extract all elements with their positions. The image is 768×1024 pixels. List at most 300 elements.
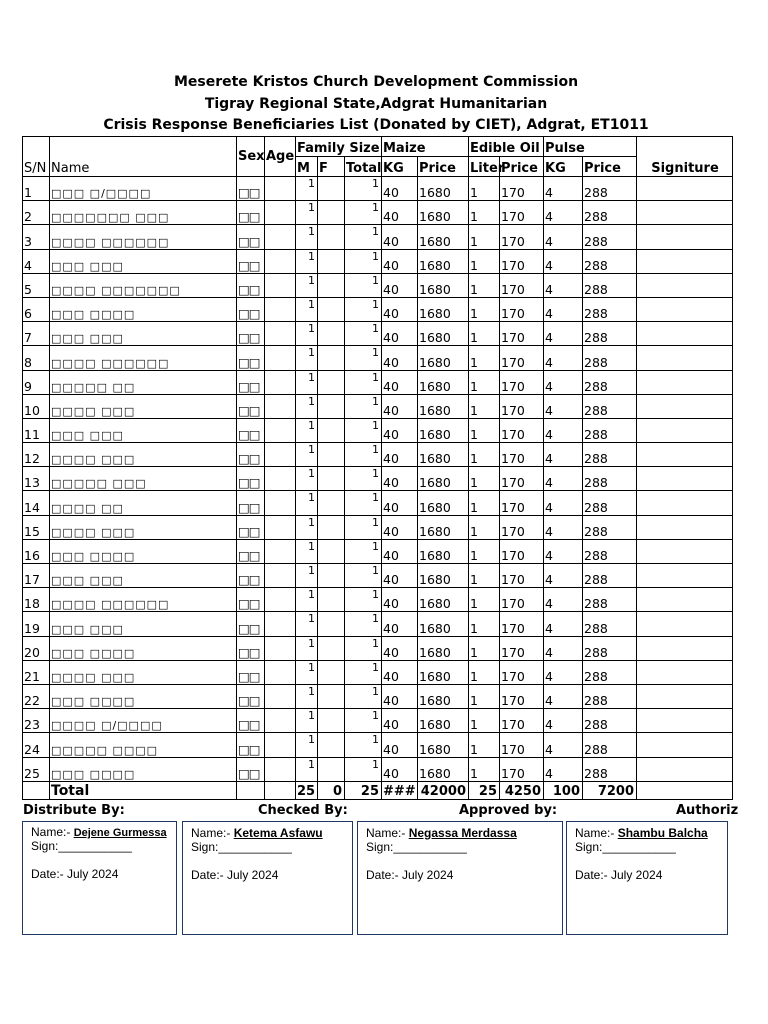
total-pulse-kg: 100	[544, 781, 583, 799]
cell-name: □□□ □□□	[50, 322, 237, 346]
cell-oil-liter: 1	[469, 515, 500, 539]
cell-total: 1	[345, 443, 382, 467]
col-sex-header: Sex	[237, 137, 265, 177]
cell-sn: 1	[23, 177, 50, 201]
cell-sn: 16	[23, 539, 50, 563]
cell-age	[265, 273, 296, 297]
total-pulse-price: 7200	[583, 781, 637, 799]
cell-oil-price: 170	[500, 709, 544, 733]
col-oil-liter-header: Liter	[469, 157, 500, 177]
sign-box-authorizer: Name:- Shambu Balcha Sign:___________ Date:- July 2024	[566, 821, 728, 935]
cell-pulse-price: 288	[583, 225, 637, 249]
cell-maize-kg: 40	[382, 443, 418, 467]
cell-m: 1	[296, 757, 318, 781]
cell-total: 1	[345, 588, 382, 612]
cell-maize-kg: 40	[382, 346, 418, 370]
cell-sex: □□	[237, 177, 265, 201]
cell-f	[318, 322, 345, 346]
cell-oil-price: 170	[500, 273, 544, 297]
cell-maize-price: 1680	[418, 467, 469, 491]
cell-sex: □□	[237, 225, 265, 249]
cell-maize-kg: 40	[382, 564, 418, 588]
cell-oil-liter: 1	[469, 709, 500, 733]
cell-oil-price: 170	[500, 467, 544, 491]
cell-total: 1	[345, 273, 382, 297]
cell-sex: □□	[237, 418, 265, 442]
cell-maize-kg: 40	[382, 418, 418, 442]
cell-m: 1	[296, 249, 318, 273]
cell-maize-price: 1680	[418, 491, 469, 515]
cell-maize-price: 1680	[418, 757, 469, 781]
table-row	[23, 201, 733, 225]
document-list-title: Crisis Response Beneficiaries List (Donated by CIET), Adgrat, ET1011	[103, 117, 649, 133]
cell-oil-liter: 1	[469, 249, 500, 273]
authorized-by-label: Authoriz	[676, 803, 739, 818]
cell-total: 1	[345, 297, 382, 321]
cell-pulse-kg: 4	[544, 636, 583, 660]
cell-sn: 19	[23, 612, 50, 636]
cell-total: 1	[345, 201, 382, 225]
cell-m: 1	[296, 612, 318, 636]
checker-date: Date:- July 2024	[191, 868, 279, 882]
cell-f	[318, 225, 345, 249]
cell-oil-price: 170	[500, 201, 544, 225]
cell-sex: □□	[237, 564, 265, 588]
cell-f	[318, 733, 345, 757]
cell-sex: □□	[237, 467, 265, 491]
col-name-header: Name	[50, 137, 237, 177]
cell-maize-price: 1680	[418, 297, 469, 321]
col-pulse-kg-header: KG	[544, 157, 583, 177]
cell-maize-price: 1680	[418, 709, 469, 733]
cell-oil-price: 170	[500, 177, 544, 201]
cell-maize-price: 1680	[418, 443, 469, 467]
distributor-name: Dejene Gurmessa	[73, 827, 167, 839]
total-m: 25	[296, 781, 318, 799]
col-signature-header: Signiture	[637, 137, 733, 177]
cell-total: 1	[345, 757, 382, 781]
cell-total: 1	[345, 467, 382, 491]
cell-m: 1	[296, 588, 318, 612]
cell-oil-liter: 1	[469, 418, 500, 442]
cell-pulse-price: 288	[583, 249, 637, 273]
cell-pulse-kg: 4	[544, 588, 583, 612]
cell-oil-price: 170	[500, 418, 544, 442]
cell-signature	[637, 515, 733, 539]
cell-age	[265, 660, 296, 684]
cell-total: 1	[345, 225, 382, 249]
cell-sn: 24	[23, 733, 50, 757]
cell-oil-price: 170	[500, 564, 544, 588]
cell-oil-liter: 1	[469, 684, 500, 708]
total-empty	[23, 781, 50, 799]
cell-pulse-price: 288	[583, 588, 637, 612]
col-m-header: M	[296, 157, 318, 177]
cell-m: 1	[296, 467, 318, 491]
table-row	[23, 733, 733, 757]
cell-total: 1	[345, 515, 382, 539]
cell-pulse-price: 288	[583, 612, 637, 636]
col-age-header: Age	[265, 137, 296, 177]
cell-name: □□□ □□□□	[50, 297, 237, 321]
distribute-by-label: Distribute By:	[23, 803, 125, 818]
cell-maize-kg: 40	[382, 201, 418, 225]
cell-maize-price: 1680	[418, 539, 469, 563]
cell-age	[265, 588, 296, 612]
cell-sn: 3	[23, 225, 50, 249]
cell-oil-price: 170	[500, 394, 544, 418]
total-oil-price: 4250	[500, 781, 544, 799]
cell-oil-liter: 1	[469, 297, 500, 321]
cell-m: 1	[296, 660, 318, 684]
table-row	[23, 297, 733, 321]
cell-f	[318, 467, 345, 491]
cell-maize-price: 1680	[418, 684, 469, 708]
cell-sex: □□	[237, 443, 265, 467]
cell-signature	[637, 733, 733, 757]
cell-sex: □□	[237, 201, 265, 225]
cell-signature	[637, 612, 733, 636]
cell-oil-price: 170	[500, 346, 544, 370]
approver-date: Date:- July 2024	[366, 868, 454, 882]
cell-name: □□□□ □□□□□□□	[50, 273, 237, 297]
cell-pulse-kg: 4	[544, 346, 583, 370]
cell-pulse-price: 288	[583, 394, 637, 418]
cell-pulse-price: 288	[583, 370, 637, 394]
cell-oil-price: 170	[500, 684, 544, 708]
cell-maize-price: 1680	[418, 394, 469, 418]
cell-name: □□□□ □□□□□□	[50, 346, 237, 370]
cell-pulse-price: 288	[583, 491, 637, 515]
cell-sn: 21	[23, 660, 50, 684]
cell-m: 1	[296, 370, 318, 394]
cell-pulse-price: 288	[583, 515, 637, 539]
cell-maize-kg: 40	[382, 733, 418, 757]
cell-f	[318, 684, 345, 708]
cell-maize-price: 1680	[418, 177, 469, 201]
cell-oil-price: 170	[500, 588, 544, 612]
cell-name: □□□□ □□	[50, 491, 237, 515]
cell-sn: 25	[23, 757, 50, 781]
cell-maize-kg: 40	[382, 660, 418, 684]
cell-sn: 12	[23, 443, 50, 467]
cell-signature	[637, 660, 733, 684]
cell-sex: □□	[237, 394, 265, 418]
cell-pulse-kg: 4	[544, 394, 583, 418]
cell-pulse-kg: 4	[544, 709, 583, 733]
cell-age	[265, 322, 296, 346]
cell-name: □□□□ □□□	[50, 394, 237, 418]
cell-oil-price: 170	[500, 322, 544, 346]
sign-box-approver: Name:- Negassa Merdassa Sign:___________ Date:- July 2024	[357, 821, 563, 935]
total-oil-liter: 25	[469, 781, 500, 799]
col-pulse-price-header: Price	[583, 157, 637, 177]
cell-maize-kg: 40	[382, 394, 418, 418]
col-oil-price-header: Price	[500, 157, 544, 177]
cell-name: □□□□□ □□□□	[50, 733, 237, 757]
cell-m: 1	[296, 394, 318, 418]
cell-sn: 8	[23, 346, 50, 370]
cell-age	[265, 709, 296, 733]
document-subtitle: Tigray Regional State,Adgrat Humanitarian	[204, 96, 548, 112]
cell-total: 1	[345, 177, 382, 201]
cell-sn: 9	[23, 370, 50, 394]
cell-maize-price: 1680	[418, 612, 469, 636]
cell-oil-liter: 1	[469, 467, 500, 491]
cell-f	[318, 418, 345, 442]
cell-sex: □□	[237, 709, 265, 733]
cell-sex: □□	[237, 515, 265, 539]
cell-pulse-price: 288	[583, 757, 637, 781]
cell-pulse-kg: 4	[544, 177, 583, 201]
cell-oil-price: 170	[500, 249, 544, 273]
cell-f	[318, 636, 345, 660]
cell-f	[318, 564, 345, 588]
cell-total: 1	[345, 636, 382, 660]
cell-signature	[637, 322, 733, 346]
cell-f	[318, 757, 345, 781]
table-row	[23, 515, 733, 539]
cell-pulse-kg: 4	[544, 273, 583, 297]
cell-f	[318, 709, 345, 733]
cell-f	[318, 660, 345, 684]
cell-maize-price: 1680	[418, 249, 469, 273]
cell-signature	[637, 443, 733, 467]
total-empty	[237, 781, 265, 799]
cell-name: □□□□ □□□□□□	[50, 225, 237, 249]
table-row	[23, 564, 733, 588]
cell-age	[265, 636, 296, 660]
cell-signature	[637, 370, 733, 394]
header-row-top	[23, 137, 733, 157]
col-sn-header: S/N	[23, 137, 50, 177]
approver-name: Negassa Merdassa	[408, 826, 517, 840]
cell-signature	[637, 539, 733, 563]
cell-sn: 17	[23, 564, 50, 588]
cell-pulse-kg: 4	[544, 297, 583, 321]
cell-pulse-kg: 4	[544, 515, 583, 539]
cell-total: 1	[345, 370, 382, 394]
cell-sex: □□	[237, 733, 265, 757]
cell-oil-price: 170	[500, 733, 544, 757]
cell-signature	[637, 297, 733, 321]
cell-pulse-kg: 4	[544, 660, 583, 684]
table-row	[23, 418, 733, 442]
beneficiaries-table	[22, 136, 733, 800]
distributor-sign: Sign:___________	[31, 839, 132, 853]
cell-total: 1	[345, 709, 382, 733]
cell-sn: 23	[23, 709, 50, 733]
cell-maize-price: 1680	[418, 636, 469, 660]
cell-age	[265, 443, 296, 467]
cell-name: □□□ □□□	[50, 418, 237, 442]
cell-sex: □□	[237, 636, 265, 660]
table-row	[23, 612, 733, 636]
cell-sn: 22	[23, 684, 50, 708]
cell-oil-price: 170	[500, 297, 544, 321]
cell-f	[318, 201, 345, 225]
cell-pulse-kg: 4	[544, 201, 583, 225]
cell-maize-kg: 40	[382, 370, 418, 394]
cell-sn: 14	[23, 491, 50, 515]
cell-oil-liter: 1	[469, 564, 500, 588]
cell-signature	[637, 273, 733, 297]
cell-oil-liter: 1	[469, 322, 500, 346]
cell-maize-price: 1680	[418, 564, 469, 588]
cell-m: 1	[296, 225, 318, 249]
table-row	[23, 346, 733, 370]
table-row	[23, 370, 733, 394]
cell-age	[265, 394, 296, 418]
cell-maize-price: 1680	[418, 733, 469, 757]
cell-total: 1	[345, 322, 382, 346]
cell-oil-liter: 1	[469, 757, 500, 781]
cell-maize-kg: 40	[382, 636, 418, 660]
cell-sn: 4	[23, 249, 50, 273]
cell-maize-price: 1680	[418, 201, 469, 225]
cell-sex: □□	[237, 612, 265, 636]
cell-oil-liter: 1	[469, 201, 500, 225]
cell-pulse-kg: 4	[544, 225, 583, 249]
checked-by-label: Checked By:	[258, 803, 348, 818]
cell-pulse-kg: 4	[544, 733, 583, 757]
cell-age	[265, 297, 296, 321]
cell-pulse-price: 288	[583, 467, 637, 491]
cell-signature	[637, 249, 733, 273]
cell-pulse-price: 288	[583, 539, 637, 563]
cell-oil-liter: 1	[469, 177, 500, 201]
cell-name: □□□ □□□□	[50, 539, 237, 563]
cell-oil-price: 170	[500, 491, 544, 515]
cell-f	[318, 249, 345, 273]
cell-total: 1	[345, 660, 382, 684]
authorizer-sign: Sign:___________	[575, 840, 676, 854]
cell-total: 1	[345, 394, 382, 418]
cell-f	[318, 539, 345, 563]
cell-sex: □□	[237, 539, 265, 563]
table-row	[23, 757, 733, 781]
cell-oil-price: 170	[500, 757, 544, 781]
cell-m: 1	[296, 418, 318, 442]
cell-name: □□□□□ □□	[50, 370, 237, 394]
cell-age	[265, 733, 296, 757]
cell-oil-price: 170	[500, 443, 544, 467]
cell-maize-kg: 40	[382, 225, 418, 249]
cell-sn: 2	[23, 201, 50, 225]
cell-m: 1	[296, 733, 318, 757]
cell-m: 1	[296, 564, 318, 588]
cell-sex: □□	[237, 273, 265, 297]
col-edible-oil-header: Edible Oil	[469, 137, 544, 157]
table-row	[23, 249, 733, 273]
cell-name: □□□□□ □□□	[50, 467, 237, 491]
cell-maize-price: 1680	[418, 322, 469, 346]
cell-sex: □□	[237, 660, 265, 684]
col-total-header: Total	[345, 157, 382, 177]
cell-oil-liter: 1	[469, 612, 500, 636]
cell-m: 1	[296, 201, 318, 225]
cell-name: □□□ □/□□□□	[50, 177, 237, 201]
cell-age	[265, 757, 296, 781]
table-row	[23, 709, 733, 733]
cell-m: 1	[296, 709, 318, 733]
cell-oil-price: 170	[500, 515, 544, 539]
document-title: Meserete Kristos Church Development Commission	[173, 74, 579, 90]
total-total: 25	[345, 781, 382, 799]
signature-labels	[0, 803, 768, 819]
cell-maize-price: 1680	[418, 588, 469, 612]
cell-total: 1	[345, 733, 382, 757]
cell-sn: 5	[23, 273, 50, 297]
cell-signature	[637, 588, 733, 612]
col-family-size-header: Family Size	[296, 137, 382, 157]
cell-sex: □□	[237, 249, 265, 273]
cell-signature	[637, 394, 733, 418]
cell-age	[265, 201, 296, 225]
cell-oil-price: 170	[500, 612, 544, 636]
cell-oil-liter: 1	[469, 733, 500, 757]
cell-maize-price: 1680	[418, 515, 469, 539]
cell-age	[265, 515, 296, 539]
cell-pulse-kg: 4	[544, 322, 583, 346]
table-row	[23, 394, 733, 418]
cell-signature	[637, 636, 733, 660]
cell-pulse-price: 288	[583, 660, 637, 684]
cell-m: 1	[296, 684, 318, 708]
cell-sn: 6	[23, 297, 50, 321]
cell-sex: □□	[237, 684, 265, 708]
total-maize-price: 42000	[418, 781, 469, 799]
cell-oil-liter: 1	[469, 660, 500, 684]
cell-age	[265, 491, 296, 515]
cell-pulse-kg: 4	[544, 539, 583, 563]
approved-by-label: Approved by:	[459, 803, 558, 818]
cell-pulse-kg: 4	[544, 443, 583, 467]
cell-f	[318, 491, 345, 515]
cell-total: 1	[345, 539, 382, 563]
cell-pulse-price: 288	[583, 709, 637, 733]
total-maize-kg: ###	[382, 781, 418, 799]
cell-f	[318, 273, 345, 297]
checker-name: Ketema Asfawu	[233, 826, 323, 840]
cell-maize-price: 1680	[418, 370, 469, 394]
cell-maize-kg: 40	[382, 273, 418, 297]
cell-maize-kg: 40	[382, 491, 418, 515]
cell-oil-liter: 1	[469, 394, 500, 418]
table-row	[23, 636, 733, 660]
cell-age	[265, 684, 296, 708]
cell-m: 1	[296, 346, 318, 370]
cell-m: 1	[296, 322, 318, 346]
cell-m: 1	[296, 491, 318, 515]
cell-maize-kg: 40	[382, 467, 418, 491]
cell-sex: □□	[237, 370, 265, 394]
cell-maize-price: 1680	[418, 660, 469, 684]
cell-total: 1	[345, 612, 382, 636]
cell-pulse-price: 288	[583, 177, 637, 201]
cell-pulse-price: 288	[583, 201, 637, 225]
cell-total: 1	[345, 684, 382, 708]
cell-name: □□□□ □□□	[50, 443, 237, 467]
cell-age	[265, 612, 296, 636]
cell-maize-kg: 40	[382, 177, 418, 201]
col-f-header: F	[318, 157, 345, 177]
cell-f	[318, 443, 345, 467]
cell-sn: 10	[23, 394, 50, 418]
cell-name: □□□□□□□ □□□	[50, 201, 237, 225]
cell-age	[265, 539, 296, 563]
cell-name: □□□ □□□□	[50, 757, 237, 781]
